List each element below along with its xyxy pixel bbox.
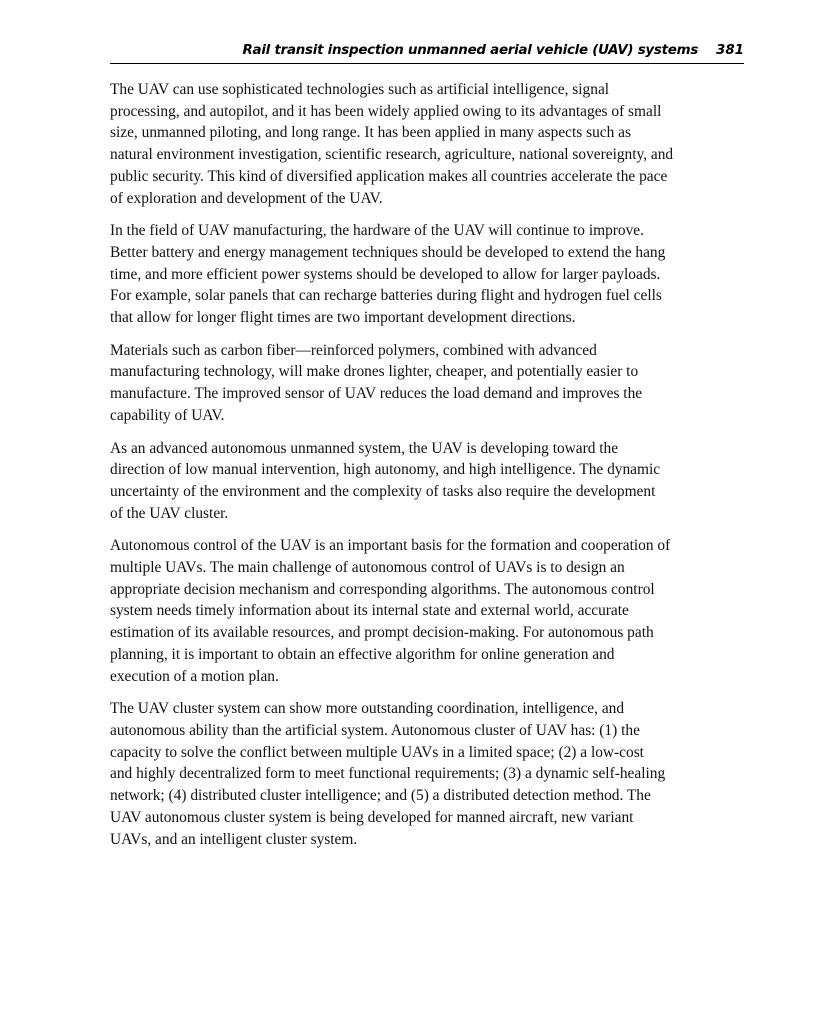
text-line: Materials such as carbon fiber—reinforced polymers, combined with advanced — [110, 341, 597, 359]
page-number: 381 — [716, 43, 744, 58]
paragraph-materials — [110, 340, 744, 427]
text-line: manufacturing technology, will make drones lighter, cheaper, and potentially easier to — [110, 363, 639, 381]
text-line: that allow for longer flight times are two important development directions. — [110, 309, 576, 327]
text-line: of exploration and development of the UAV. — [110, 189, 383, 207]
paragraph-autonomous-system — [110, 438, 744, 525]
text-line: processing, and autopilot, and it has been widely applied owing to its advantages of small — [110, 102, 662, 120]
text-line: planning, it is important to obtain an effective algorithm for online generation and — [110, 645, 615, 663]
body-text — [110, 79, 744, 861]
paragraph-autonomous-control — [110, 535, 744, 687]
text-line: Autonomous control of the UAV is an important basis for the formation and cooperation of — [110, 537, 671, 555]
text-line: direction of low manual intervention, high autonomy, and high intelligence. The dynamic — [110, 461, 661, 479]
paragraph-cluster-system — [110, 698, 744, 850]
text-line: multiple UAVs. The main challenge of autonomous control of UAVs is to design an — [110, 559, 625, 577]
text-line: In the field of UAV manufacturing, the hardware of the UAV will continue to improve. — [110, 222, 644, 240]
text-line: The UAV cluster system can show more outstanding coordination, intelligence, and — [110, 700, 625, 718]
text-line: capacity to solve the conflict between multiple UAVs in a limited space; (2) a low-cost — [110, 743, 644, 761]
text-line: manufacture. The improved sensor of UAV reduces the load demand and improves the — [110, 385, 643, 403]
paragraph-uav-manufacturing — [110, 220, 744, 329]
text-line: Better battery and energy management techniques should be developed to extend the hang — [110, 243, 666, 261]
text-line: UAVs, and an intelligent cluster system. — [110, 830, 358, 848]
text-line: and highly decentralized form to meet functional requirements; (3) a dynamic self-healing — [110, 765, 666, 783]
paragraph-uav-overview — [110, 79, 744, 209]
text-line: network; (4) distributed cluster intelligence; and (5) a distributed detection method. The — [110, 787, 651, 805]
running-title: Rail transit inspection unmanned aerial vehicle (UAV) systems — [242, 43, 699, 58]
text-line: uncertainty of the environment and the complexity of tasks also require the development — [110, 482, 656, 500]
text-line: autonomous ability than the artificial system. Autonomous cluster of UAV has: (1) the — [110, 721, 640, 739]
text-line: natural environment investigation, scientific research, agriculture, national sovereignty, and — [110, 146, 674, 164]
text-line: time, and more efficient power systems should be developed to allow for larger payloads. — [110, 265, 661, 283]
text-line: For example, solar panels that can recharge batteries during flight and hydrogen fuel cells — [110, 287, 662, 305]
text-line: size, unmanned piloting, and long range. It has been applied in many aspects such as — [110, 124, 632, 142]
running-header — [110, 38, 744, 64]
text-line: of the UAV cluster. — [110, 504, 229, 522]
text-line: appropriate decision mechanism and corresponding algorithms. The autonomous control — [110, 580, 655, 598]
text-line: estimation of its available resources, and prompt decision-making. For autonomous path — [110, 624, 654, 642]
text-line: capability of UAV. — [110, 406, 225, 424]
text-line: As an advanced autonomous unmanned system, the UAV is developing toward the — [110, 439, 619, 457]
text-line: The UAV can use sophisticated technologies such as artificial intelligence, signal — [110, 81, 610, 98]
text-line: system needs timely information about its internal state and external world, accurate — [110, 602, 629, 620]
text-line: UAV autonomous cluster system is being developed for manned aircraft, new variant — [110, 808, 634, 826]
text-line: execution of a motion plan. — [110, 667, 279, 685]
text-line: public security. This kind of diversified application makes all countries accelerate the pace — [110, 167, 668, 185]
